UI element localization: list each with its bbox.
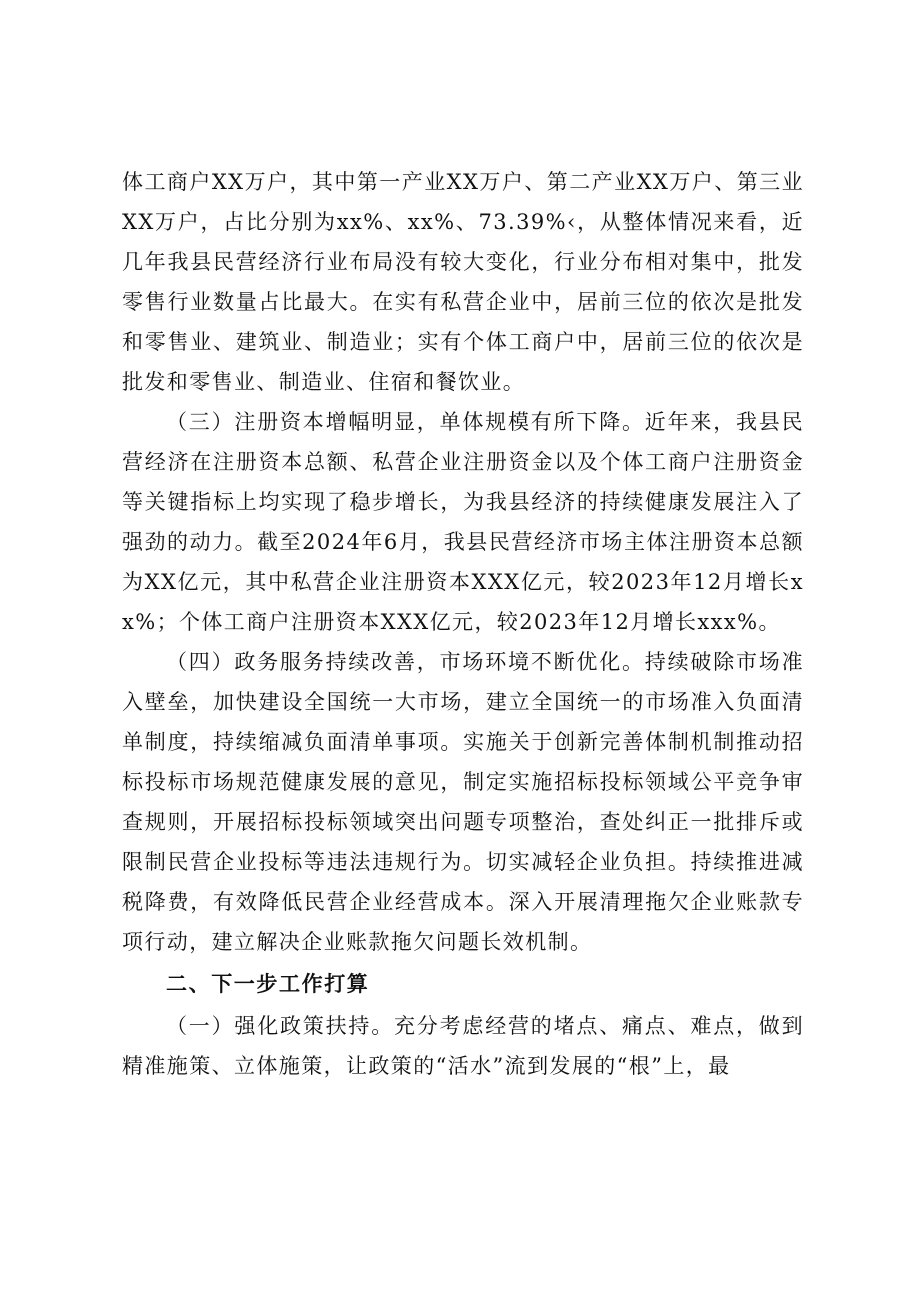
paragraph-government-services: （四）政务服务持续改善，市场环境不断优化。持续破除市场准入壁垒，加快建设全国统一大市场，建立全国统一的市场准入负面清单制度，持续缩减负面清单事项。实施关于创新完善体制机制推动招标投标市场规范健康发展的意见，制定实施招标投标领域公平竞争审查规则，开展招标投标领域突出问题专项整治，查处纠正一批排斥或限制民营企业投标等违法违规行为。切实减轻企业负担。持续推进减税降费，有效降低民营企业经营成本。深入开展清理拖欠企业账款专项行动，建立解决企业账款拖欠问题长效机制。 (122, 650, 804, 954)
paragraph-policy-support: （一）强化政策扶持。充分考虑经营的堵点、痛点、难点，做到精准施策、立体施策，让政策的“活水”流到发展的“根”上，最 (122, 1014, 804, 1078)
paragraph-industry-distribution: 体工商户XX万户，其中第一产业XX万户、第二产业XX万户、第三业XX万户，占比分别为xx%、xx%、73.39%‹，从整体情况来看，近几年我县民营经济行业布局没有较大变化，行业分布相对集中，批发零售行业数量占比最大。在实有私营企业中，居前三位的依次是批发和零售业、建筑业、制造业；实有个体工商户中，居前三位的依次是批发和零售业、制造业、住宿和餐饮业。 (122, 170, 804, 394)
section-heading-next-steps: 二、下一步工作打算 (166, 972, 370, 996)
paragraph-registered-capital: （三）注册资本增幅明显，单体规模有所下降。近年来，我县民营经济在注册资本总额、私营企业注册资金以及个体工商户注册资金等关键指标上均实现了稳步增长，为我县经济的持续健康发展注入了强劲的动力。截至2024年6月，我县民营经济市场主体注册资本总额为XX亿元，其中私营企业注册资本XXX亿元，较2023年12月增长xx%；个体工商户注册资本XXX亿元，较2023年12月增长xxx%。 (122, 410, 804, 634)
document-body (122, 162, 804, 1086)
